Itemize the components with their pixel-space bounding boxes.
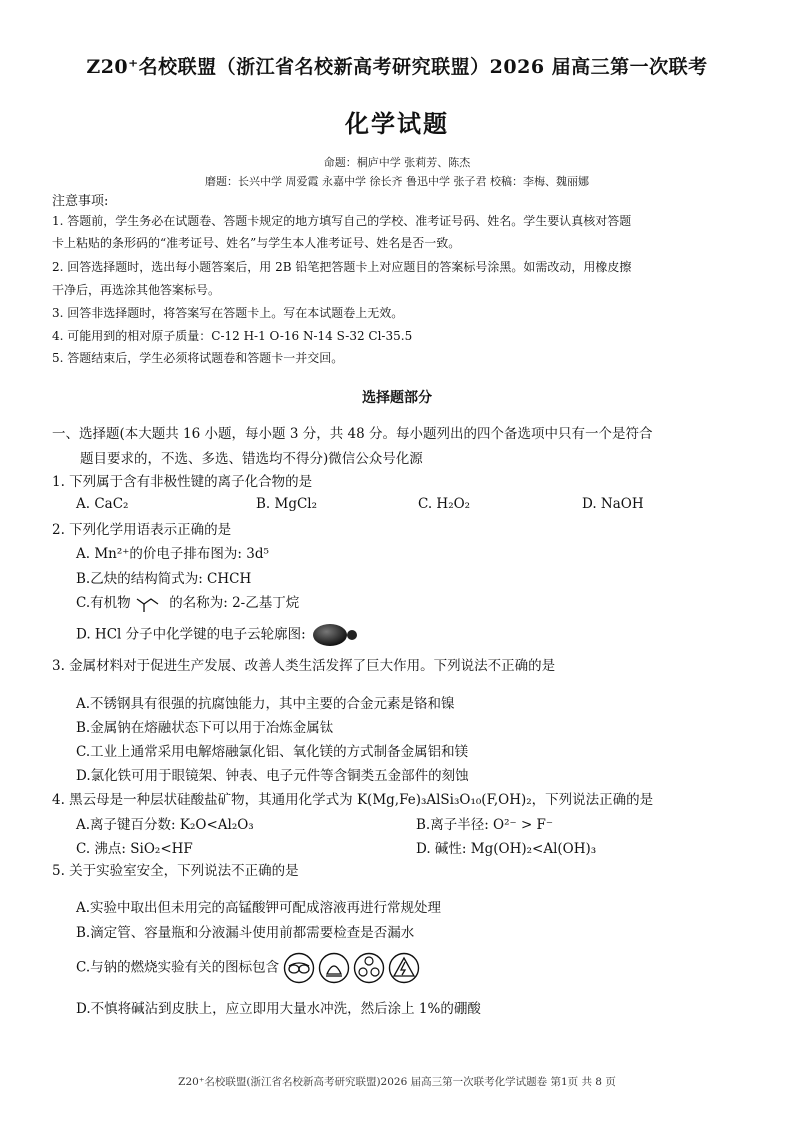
question-1-stem: 1. 下列属于含有非极性键的离子化合物的是 <box>52 474 313 490</box>
heating-icon <box>318 952 350 984</box>
exam-subject: 化学试题 <box>345 109 449 138</box>
q2-option-c <box>76 591 299 613</box>
exam-title: Z20⁺名校联盟（浙江省名校新高考研究联盟）2026 届高三第一次联考 <box>86 56 708 78</box>
part1-instructions-line1: 一、选择题(本大题共 16 小题，每小题 3 分，共 48 分。每小题列出的四个备选项中只有一个是符合 <box>52 426 653 442</box>
part1-instructions-line2: 题目要求的，不选、多选、错选均不得分)微信公众号化源 <box>80 451 423 467</box>
q3-option-c: C.工业上通常采用电解熔融氯化铝、氧化镁的方式制备金属铝和镁 <box>76 744 469 760</box>
q1-option-d: D. NaOH <box>582 496 644 512</box>
q1-option-c: C. H₂O₂ <box>418 496 471 512</box>
notes-heading: 注意事项: <box>52 194 109 209</box>
q5-option-c-text: C.与钠的燃烧实验有关的图标包含 <box>76 959 280 976</box>
note-line: 5. 答题结束后，学生必须将试题卷和答题卡一并交回。 <box>52 351 344 365</box>
goggles-icon <box>283 952 315 984</box>
question-3-stem: 3. 金属材料对于促进生产发展、改善人类生活发挥了巨大作用。下列说法不正确的是 <box>52 658 556 674</box>
note-line: 卡上粘贴的条形码的“准考证号、姓名”与学生本人准考证号、姓名是否一致。 <box>52 236 461 250</box>
q4-option-a: A.离子键百分数: K₂O<Al₂O₃ <box>76 817 254 833</box>
credits-line-1: 命题：桐庐中学 张莉芳、陈杰 <box>323 156 471 169</box>
section-heading: 选择题部分 <box>362 390 432 406</box>
credits-line-2: 磨题：长兴中学 周爱霞 永嘉中学 徐长齐 鲁迅中学 张子君 校稿：李梅、魏丽娜 <box>205 175 589 188</box>
question-4-stem: 4. 黑云母是一种层状硅酸盐矿物，其通用化学式为 K(Mg,Fe)₃AlSi₃O₁₀(F,OH)₂，下列说法正确的是 <box>52 792 654 808</box>
note-line: 3. 回答非选择题时，将答案写在答题卡上。写在本试题卷上无效。 <box>52 306 404 320</box>
q1-option-b: B. MgCl₂ <box>256 496 318 512</box>
q2-option-d-text: D. HCl 分子中化学键的电子云轮廓图: <box>76 626 306 643</box>
q3-option-b: B.金属钠在熔融状态下可以用于冶炼金属钛 <box>76 720 334 736</box>
q1-option-a: A. CaC₂ <box>76 496 129 512</box>
q4-option-d: D. 碱性: Mg(OH)₂<Al(OH)₃ <box>416 841 597 857</box>
q5-option-a: A.实验中取出但未用完的高锰酸钾可配成溶液再进行常规处理 <box>76 900 442 916</box>
q4-option-b: B.离子半径: O²⁻ > F⁻ <box>416 817 554 833</box>
q3-option-a: A.不锈钢具有很强的抗腐蚀能力，其中主要的合金元素是铬和镍 <box>76 696 455 712</box>
q2-option-b: B.乙炔的结构简式为: CHCH <box>76 571 252 587</box>
q5-option-c <box>76 952 420 984</box>
q2-option-a: A. Mn²⁺的价电子排布图为: 3d⁵ <box>76 546 269 562</box>
note-line: 干净后，再选涂其他答案标号。 <box>52 283 221 297</box>
q2-option-c-suffix: 的名称为: 2-乙基丁烷 <box>169 595 300 611</box>
q2-option-c-prefix: C.有机物 <box>76 595 131 611</box>
question-2-stem: 2. 下列化学用语表示正确的是 <box>52 522 232 538</box>
page-footer: Z20⁺名校联盟(浙江省名校新高考研究联盟)2026 届高三第一次联考化学试题卷 第1页 共 8 页 <box>178 1076 616 1088</box>
q4-option-c: C. 沸点: SiO₂<HF <box>76 841 193 857</box>
q5-option-b: B.滴定管、容量瓶和分液漏斗使用前都需要检查是否漏水 <box>76 925 415 941</box>
skeletal-formula-icon <box>135 595 165 613</box>
safety-icons <box>283 952 420 984</box>
note-line: 4. 可能用到的相对原子质量：C-12 H-1 O-16 N-14 S-32 Cl-35.5 <box>52 329 413 343</box>
note-line: 2. 回答选择题时，选出每小题答案后，用 2B 铅笔把答题卡上对应题目的答案标号涂黑。如需改动，用橡皮擦 <box>52 260 632 274</box>
electrical-hazard-icon <box>388 952 420 984</box>
q5-option-d: D.不慎将碱沾到皮肤上，应立即用大量水冲洗，然后涂上 1%的硼酸 <box>76 1001 481 1017</box>
q2-option-d <box>76 622 360 648</box>
exhaust-fan-icon <box>353 952 385 984</box>
question-5-stem: 5. 关于实验室安全，下列说法不正确的是 <box>52 863 299 879</box>
note-line: 1. 答题前，学生务必在试题卷、答题卡规定的地方填写自己的学校、准考证号码、姓名。学生要认真核对答题 <box>52 214 632 228</box>
q3-option-d: D.氯化铁可用于眼镜架、钟表、电子元件等含铜类五金部件的刻蚀 <box>76 768 469 784</box>
electron-cloud-icon <box>310 622 360 648</box>
